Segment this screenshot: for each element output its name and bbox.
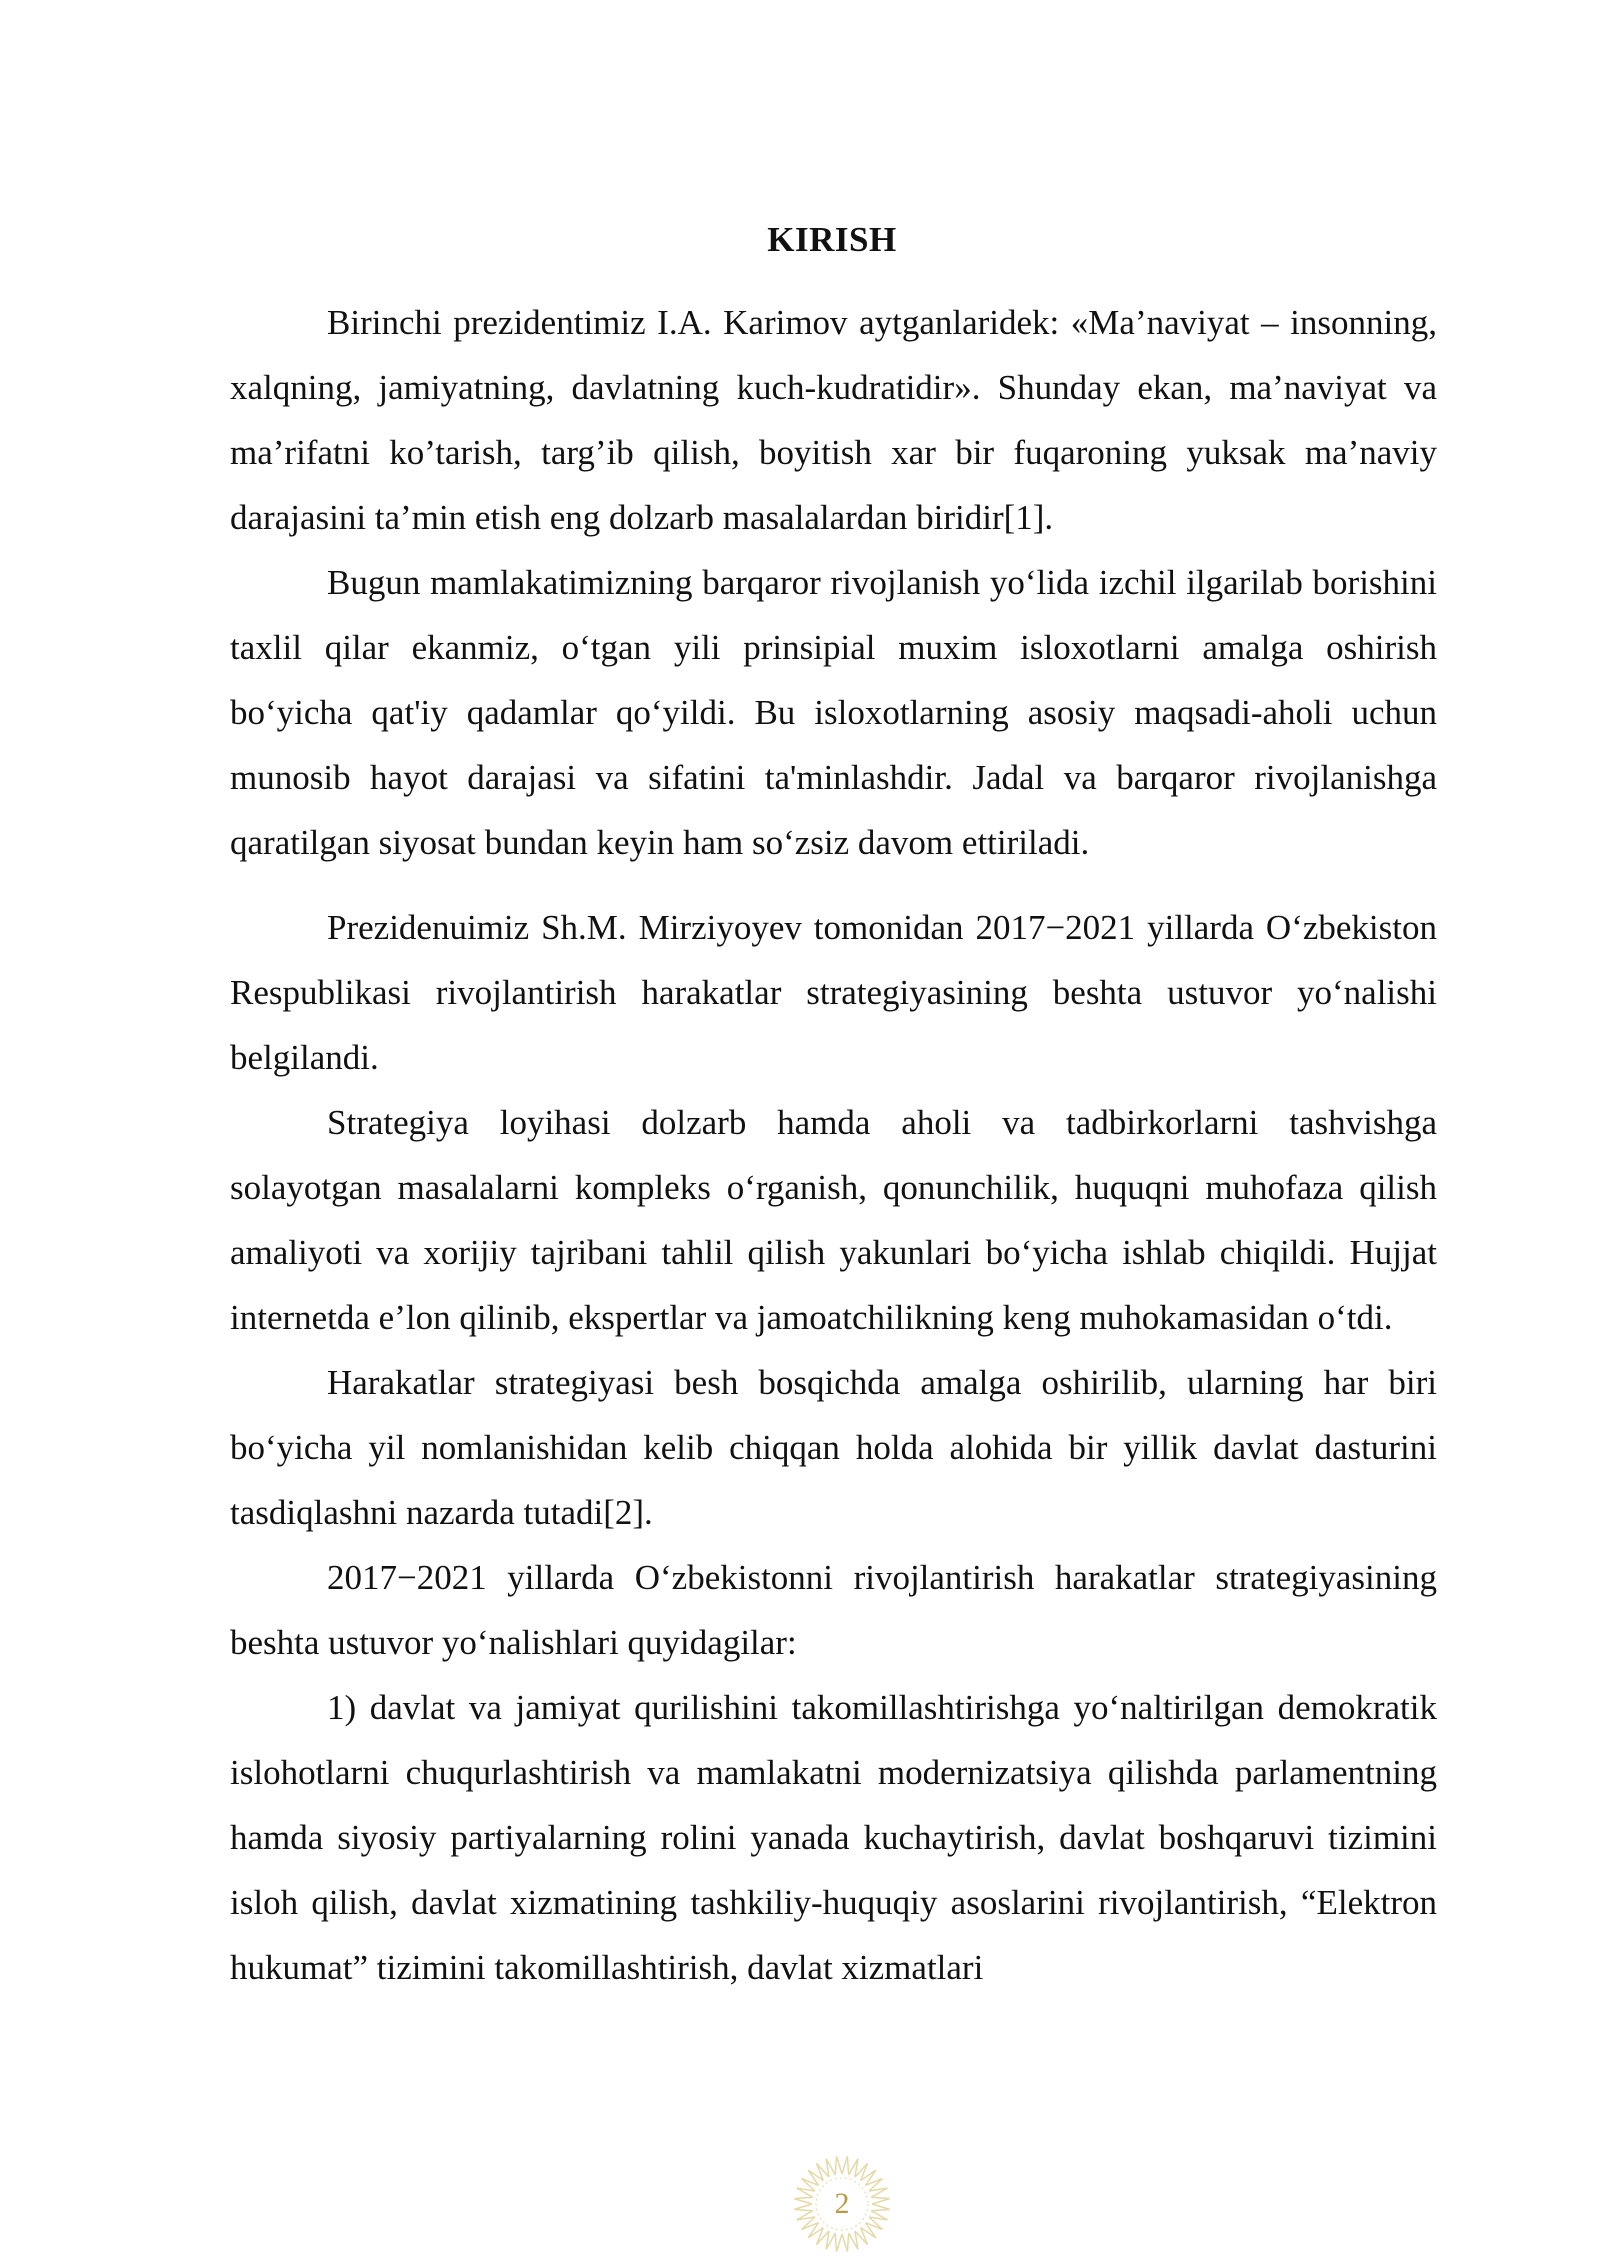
ornament-ray (842, 2156, 849, 2175)
ornament-ray (808, 2223, 823, 2238)
paragraph-2: Bugun mamlakatimizning barqaror rivojlanish yo‘lida izchil ilgarilab borishini taxlil qilar ekanmiz, o‘tgan yili prinsipial muxim isloxotlarni amalga oshirish bo‘yicha qat'iy qadamlar qo‘yildi. Bu isloxotlarning asosiy maqsadi-aholi uchun munosib hayot darajasi va sifatini ta'minlashdir. Jadal va barqaror rivojlanishga qaratilgan siyosat bundan keyin ham so‘zsiz davom ettiriladi. (230, 563, 1437, 862)
section-heading: KIRISH (767, 220, 897, 259)
ornament-ray (835, 2233, 842, 2252)
paragraph-4: Strategiya loyihasi dolzarb hamda aholi va tadbirkorlarni tashvishga solayotgan masalalarni kompleks o‘rganish, qonunchilik, huquqni muhofaza qilish amaliyoti va xorijiy tajribani tahlil qilish yakunlari bo‘yicha ishlab chiqildi. Hujjat internetda e’lon qilinib, ekspertlar va jamoatchilikning keng muhokamasidan o‘tdi. (230, 1103, 1437, 1337)
paragraph-7: 1) davlat va jamiyat qurilishini takomillashtirishga yo‘naltirilgan demokratik islohotlarni chuqurlashtirish va mamlakatni modernizatsiya qilishda parlamentning hamda siyosiy partiyalarning rolini yanada kuchaytirish, davlat boshqaruvi tizimini isloh qilish, davlat xizmatining tashkiliy-huquqiy asoslarini rivojlantirish, “Elektron hukumat” tizimini takomillashtirish, davlat xizmatlari (230, 1688, 1437, 1987)
ornament-ray (835, 2156, 842, 2175)
ornament-ray (861, 2223, 876, 2238)
page-number: 2 (834, 2187, 850, 2220)
paragraph-3: Prezidenuimiz Sh.M. Mirziyoyev tomonidan 2017−2021 yillarda O‘zbekiston Respublikasi rivojlantirish harakatlar strategiyasining beshta ustuvor yo‘nalishi belgilandi. (230, 908, 1437, 1077)
ornament-ray (842, 2233, 849, 2252)
page-number-badge (777, 2152, 907, 2262)
paragraph-6: 2017−2021 yillarda O‘zbekistonni rivojlantirish harakatlar strategiyasining beshta ustuvor yo‘nalishlari quyidagilar: (230, 1558, 1437, 1662)
paragraph-1: Birinchi prezidentimiz I.A. Karimov aytganlaridek: «Ma’naviyat – insonning, xalqning, jamiyatning, davlatning kuch-kudratidir». Shunday ekan, ma’naviyat va ma’rifatni ko’tarish, targ’ib qilish, boyitish xar bir fuqaroning yuksak ma’naviy darajasini ta’min etish eng dolzarb masalalardan biridir[1]. (230, 303, 1437, 537)
body-text (230, 290, 1437, 2000)
paragraph-5: Harakatlar strategiyasi besh bosqichda amalga oshirilib, ularning har biri bo‘yicha yil nomlanishidan kelib chiqqan holda alohida bir yillik davlat dasturini tasdiqlashni nazarda tutadi[2]. (230, 1363, 1437, 1532)
